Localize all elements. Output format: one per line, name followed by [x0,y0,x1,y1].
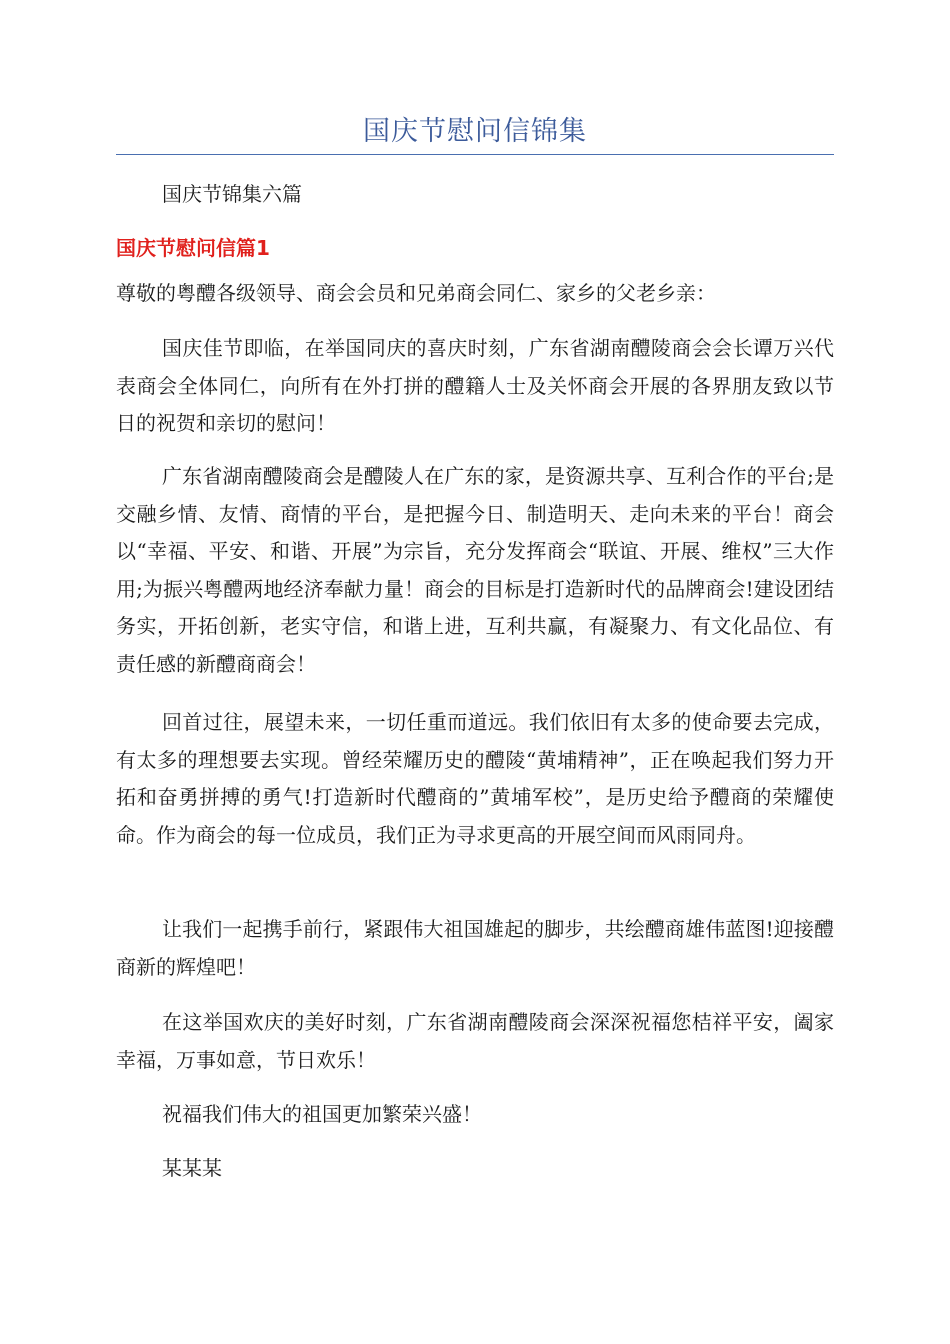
letter-greeting: 尊敬的粤醴各级领导、商会会员和兄弟商会同仁、家乡的父老乡亲： [116,281,716,305]
body-paragraph-2: 广东省湖南醴陵商会是醴陵人在广东的家，是资源共享、互利合作的平台;是交融乡情、友情、商情的平台，是把握今日、制造明天、走向未来的平台！商会以“幸福、平安、和谐、开展”为宗旨，充分发挥商会“联谊、开展、维权”三大作用;为振兴粤醴两地经济奉献力量！商会的目标是打造新时代的品牌商会!建设团结务实，开拓创新，老实守信，和谐上进，互利共赢，有凝聚力、有文化品位、有责任感的新醴商商会！ [116,464,834,676]
body-paragraph-5: 在这举国欢庆的美好时刻，广东省湖南醴陵商会深深祝福您桔祥平安，阖家幸福，万事如意，节日欢乐！ [116,1010,834,1072]
title-underline-rule [116,154,834,155]
document-subtitle: 国庆节锦集六篇 [162,182,302,206]
closing-blessing: 祝福我们伟大的祖国更加繁荣兴盛！ [162,1102,482,1126]
body-paragraph-4: 让我们一起携手前行，紧跟伟大祖国雄起的脚步，共绘醴商雄伟蓝图!迎接醴商新的辉煌吧！ [116,917,834,979]
section-heading: 国庆节慰问信篇1 [116,236,270,260]
signature: 某某某 [162,1156,222,1180]
document-title: 国庆节慰问信锦集 [363,116,587,147]
body-paragraph-3: 回首过往，展望未来，一切任重而道远。我们依旧有太多的使命要去完成，有太多的理想要去实现。曾经荣耀历史的醴陵“黄埔精神”，正在唤起我们努力开拓和奋勇拼搏的勇气!打造新时代醴商的”黄埔军校”，是历史给予醴商的荣耀使命。作为商会的每一位成员，我们正为寻求更高的开展空间而风雨同舟。 [116,710,834,847]
body-paragraph-1: 国庆佳节即临，在举国同庆的喜庆时刻，广东省湖南醴陵商会会长谭万兴代表商会全体同仁，向所有在外打拼的醴籍人士及关怀商会开展的各界朋友致以节日的祝贺和亲切的慰问！ [116,336,834,435]
